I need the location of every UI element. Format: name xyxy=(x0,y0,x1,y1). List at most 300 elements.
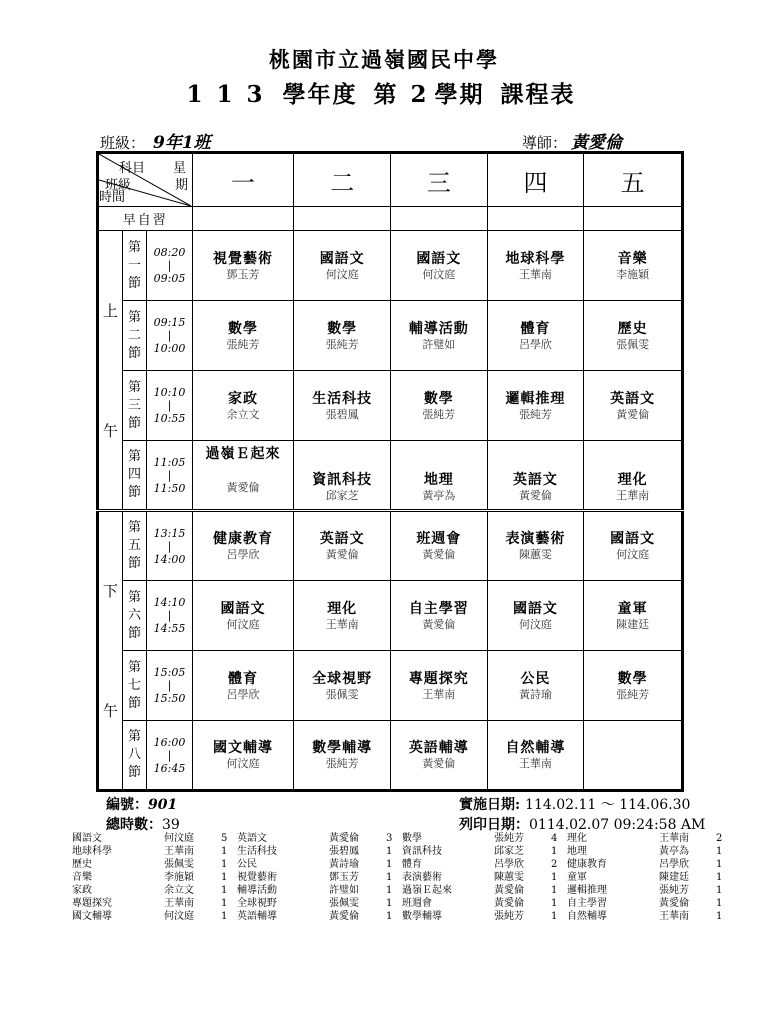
summary-entry xyxy=(72,832,237,845)
summary-subject: 英語文 xyxy=(237,833,267,844)
summary-hours: 1 xyxy=(221,885,228,896)
summary-teacher: 王華南 xyxy=(659,911,689,922)
subject-name: 數學 xyxy=(617,670,648,687)
corner-time-label: 時間 xyxy=(99,190,126,205)
subject-name: 理化 xyxy=(617,472,648,488)
subject-name: 理化 xyxy=(327,600,358,617)
day-header-mon: 一 xyxy=(192,153,294,207)
summary-teacher: 黃亭為 xyxy=(659,846,689,857)
summary-subject: 自主學習 xyxy=(567,898,607,909)
summary-row xyxy=(72,858,722,871)
period-name-char: 第 xyxy=(128,449,142,464)
summary-hours: 2 xyxy=(716,833,723,844)
class-cell-thu xyxy=(487,511,584,581)
subject-name: 國語文 xyxy=(512,600,558,617)
period-end-time: 10:55 xyxy=(153,412,186,425)
summary-hours: 1 xyxy=(386,885,393,896)
period-time-separator: | xyxy=(167,399,172,412)
summary-teacher: 王華南 xyxy=(164,898,194,909)
serial-number-label: 編號： xyxy=(106,797,148,813)
summary-teacher: 張碧鳳 xyxy=(329,846,359,857)
summary-entry xyxy=(402,832,567,845)
summary-teacher: 余立文 xyxy=(164,885,194,896)
summary-subject: 輔導活動 xyxy=(237,885,277,896)
teacher-name: 王華南 xyxy=(422,687,456,701)
subject-name: 家政 xyxy=(227,390,258,407)
period-name-char: 五 xyxy=(128,538,142,553)
summary-entry xyxy=(72,858,237,871)
class-cell-tue xyxy=(294,231,391,301)
summary-hours: 1 xyxy=(221,911,228,922)
period-time-separator: | xyxy=(167,329,172,342)
summary-entry xyxy=(402,871,567,884)
summary-subject: 體育 xyxy=(402,859,422,870)
class-cell-mon xyxy=(192,651,294,721)
period-name-char: 四 xyxy=(128,467,142,482)
total-hours xyxy=(106,814,180,834)
summary-subject: 生活科技 xyxy=(237,846,277,857)
term-label-4: 課程表 xyxy=(500,81,576,108)
subject-name: 英語文 xyxy=(319,531,365,547)
teacher-name: 黃愛倫 xyxy=(422,617,456,631)
teacher-name: 張純芳 xyxy=(518,407,552,421)
summary-hours: 5 xyxy=(221,833,228,844)
school-year: 113 xyxy=(186,81,277,108)
period-name-char: 第 xyxy=(128,309,142,325)
summary-hours: 1 xyxy=(386,872,393,883)
summary-teacher: 張純芳 xyxy=(494,833,524,844)
subject-name: 地球科學 xyxy=(505,250,566,267)
period-end-time: 15:50 xyxy=(153,692,186,705)
summary-subject: 理化 xyxy=(567,833,587,844)
summary-entry xyxy=(237,871,402,884)
day-header-wed: 三 xyxy=(391,153,488,207)
period-name-char: 節 xyxy=(128,695,142,711)
teacher-name: 黃亭為 xyxy=(422,489,456,502)
summary-hours: 4 xyxy=(551,833,558,844)
summary-hours: 1 xyxy=(386,859,393,870)
teacher-name: 王華南 xyxy=(616,489,650,502)
subject-name: 輔導活動 xyxy=(408,320,469,337)
period-name-char: 二 xyxy=(128,327,142,343)
period-name-char: 節 xyxy=(128,485,142,500)
period-name-char: 六 xyxy=(128,607,142,623)
summary-hours: 1 xyxy=(386,846,393,857)
summary-entry xyxy=(567,845,732,858)
summary-subject: 視覺藝術 xyxy=(237,872,277,883)
summary-entry xyxy=(237,858,402,871)
period-time xyxy=(147,511,192,581)
teacher-name: 黃愛倫 xyxy=(325,548,359,561)
summary-entry xyxy=(72,845,237,858)
teacher-name: 張純芳 xyxy=(616,687,650,701)
summary-subject: 英語輔導 xyxy=(237,911,277,922)
period-end-time: 16:45 xyxy=(153,761,186,775)
teacher-name: 呂學欣 xyxy=(226,687,260,701)
period-time-separator: | xyxy=(167,539,172,553)
teacher-name: 何汶庭 xyxy=(422,267,456,281)
period-name xyxy=(122,441,147,511)
summary-hours: 1 xyxy=(716,911,723,922)
summary-subject: 音樂 xyxy=(72,872,92,883)
summary-subject: 表演藝術 xyxy=(402,872,442,883)
summary-entry xyxy=(72,897,237,910)
morning-study-label: 早自習 xyxy=(98,207,193,231)
summary-hours: 1 xyxy=(551,872,558,883)
class-label: 班級： xyxy=(100,134,146,152)
period-name-char: 第 xyxy=(128,589,142,605)
semester-number: 2 xyxy=(410,81,429,108)
period-name-char: 第 xyxy=(128,520,142,535)
summary-entry xyxy=(237,832,402,845)
class-cell-tue xyxy=(294,441,391,511)
summary-teacher: 張佩雯 xyxy=(329,898,359,909)
implementation-date xyxy=(459,794,690,814)
summary-row xyxy=(72,910,722,923)
summary-row xyxy=(72,897,722,910)
summary-teacher: 黃愛倫 xyxy=(659,898,689,909)
summary-subject: 邏輯推理 xyxy=(567,885,607,896)
summary-teacher: 王華南 xyxy=(164,846,194,857)
class-cell-thu xyxy=(487,231,584,301)
class-cell-fri xyxy=(584,651,683,721)
summary-hours: 1 xyxy=(221,872,228,883)
period-time-separator: | xyxy=(167,468,172,482)
subject-name: 英語輔導 xyxy=(408,740,469,756)
timetable xyxy=(96,151,684,792)
teacher-name: 王華南 xyxy=(325,617,359,631)
class-cell-wed xyxy=(391,231,488,301)
teacher-name: 余立文 xyxy=(226,407,260,421)
class-cell-fri xyxy=(584,301,683,371)
total-hours-label: 總時數： xyxy=(106,817,162,833)
summary-teacher: 邱家芝 xyxy=(494,846,524,857)
summary-subject: 歷史 xyxy=(72,859,92,870)
subject-name: 班週會 xyxy=(416,531,462,547)
period-name-char: 七 xyxy=(128,677,142,693)
subject-name: 數學 xyxy=(423,390,454,407)
school-title: 桃園市立過嶺國民中學 xyxy=(269,47,499,72)
class-cell-thu xyxy=(487,721,584,791)
class-cell-mon xyxy=(192,231,294,301)
teacher-name: 陳建廷 xyxy=(616,617,650,631)
teacher-name: 黃詩瑜 xyxy=(518,687,552,701)
summary-teacher: 陳蕙雯 xyxy=(494,872,524,883)
period-end-time: 11:50 xyxy=(153,481,186,495)
corner-period-label: 期 xyxy=(175,178,189,193)
period-name xyxy=(122,651,147,721)
implementation-date-value: 114.02.11 ～ 114.06.30 xyxy=(525,797,691,813)
summary-subject: 公民 xyxy=(237,859,257,870)
class-cell-tue xyxy=(294,721,391,791)
summary-teacher: 呂學欣 xyxy=(494,859,524,870)
subject-name: 過嶺Ｅ起來 xyxy=(205,446,281,462)
class-cell-wed xyxy=(391,511,488,581)
subject-name: 國語文 xyxy=(416,250,462,267)
subject-name: 自主學習 xyxy=(408,600,469,617)
summary-entry xyxy=(567,871,732,884)
summary-teacher: 張佩雯 xyxy=(164,859,194,870)
class-cell-tue xyxy=(294,301,391,371)
class-cell-wed xyxy=(391,651,488,721)
subject-name: 專題探究 xyxy=(408,670,469,687)
period-start-time: 16:00 xyxy=(153,735,186,749)
period-time xyxy=(147,581,192,651)
class-info xyxy=(100,128,211,153)
day-header-thu: 四 xyxy=(487,153,584,207)
subject-name: 表演藝術 xyxy=(505,531,566,547)
teacher-name: 何汶庭 xyxy=(616,548,650,561)
class-cell-mon xyxy=(192,371,294,441)
summary-entry xyxy=(567,884,732,897)
summary-row xyxy=(72,884,722,897)
teacher-name: 張純芳 xyxy=(422,407,456,421)
subject-name: 數學 xyxy=(227,320,258,337)
class-cell-fri xyxy=(584,721,683,791)
teacher-name: 黃愛倫 xyxy=(616,407,650,421)
teacher-label: 導師： xyxy=(522,134,568,152)
summary-hours: 1 xyxy=(221,898,228,909)
homeroom-teacher-info xyxy=(522,128,622,153)
afternoon-half-label xyxy=(98,511,123,791)
summary-teacher: 李施穎 xyxy=(164,872,194,883)
teacher-name: 許璧如 xyxy=(422,337,456,351)
subject-name: 邏輯推理 xyxy=(505,390,566,407)
teacher-name: 呂學欣 xyxy=(518,337,552,351)
print-date xyxy=(459,814,705,834)
summary-hours: 1 xyxy=(221,859,228,870)
summary-hours: 1 xyxy=(716,846,723,857)
summary-entry xyxy=(567,832,732,845)
summary-teacher: 黃愛倫 xyxy=(329,833,359,844)
summary-entry xyxy=(402,897,567,910)
implementation-date-label: 實施日期: xyxy=(459,797,526,813)
class-cell-tue xyxy=(294,581,391,651)
corner-star-label: 星 xyxy=(173,161,187,176)
term-label-1: 學年度 xyxy=(282,81,358,108)
subject-name: 公民 xyxy=(520,670,551,687)
teacher-name: 何汶庭 xyxy=(226,617,260,631)
period-time xyxy=(147,441,192,511)
teacher-name: 何汶庭 xyxy=(325,267,359,281)
cell-spacer xyxy=(193,463,294,481)
class-cell-tue xyxy=(294,371,391,441)
total-hours-value: 39 xyxy=(162,817,180,833)
teacher-name: 王華南 xyxy=(518,267,552,281)
teacher-value: 黃愛倫 xyxy=(571,133,623,153)
subject-name: 生活科技 xyxy=(312,390,373,407)
summary-entry xyxy=(72,884,237,897)
summary-entry xyxy=(567,897,732,910)
period-name-char: 第 xyxy=(128,239,142,255)
subject-name: 資訊科技 xyxy=(312,472,373,488)
period-time xyxy=(147,231,192,301)
period-name xyxy=(122,581,147,651)
teacher-name: 張佩雯 xyxy=(325,687,359,701)
summary-teacher: 何汶庭 xyxy=(164,911,194,922)
summary-hours: 3 xyxy=(386,833,393,844)
subject-name: 數學輔導 xyxy=(312,740,373,756)
teacher-name: 黃愛倫 xyxy=(422,757,456,770)
class-cell-wed xyxy=(391,441,488,511)
summary-subject: 國文輔導 xyxy=(72,911,112,922)
summary-teacher: 王華南 xyxy=(659,833,689,844)
teacher-name: 張純芳 xyxy=(325,757,359,770)
summary-subject: 家政 xyxy=(72,885,92,896)
teacher-name: 王華南 xyxy=(518,757,552,770)
summary-subject: 數學輔導 xyxy=(402,911,442,922)
summary-teacher: 何汶庭 xyxy=(164,833,194,844)
summary-entry xyxy=(237,910,402,923)
subject-name: 歷史 xyxy=(617,320,648,337)
summary-subject: 國語文 xyxy=(72,833,102,844)
period-end-time: 10:00 xyxy=(153,342,186,355)
period-name-char: 第 xyxy=(128,379,142,395)
period-time-separator: | xyxy=(167,679,172,692)
teacher-name: 張純芳 xyxy=(325,337,359,351)
subject-name: 英語文 xyxy=(512,472,558,488)
period-time xyxy=(147,371,192,441)
summary-hours: 1 xyxy=(386,911,393,922)
summary-entry xyxy=(402,845,567,858)
period-name-char: 節 xyxy=(128,345,142,361)
period-name-char: 節 xyxy=(128,415,142,431)
period-name-char: 三 xyxy=(128,397,142,413)
period-name-char: 節 xyxy=(128,275,142,291)
summary-subject: 健康教育 xyxy=(567,859,607,870)
period-name-char: 節 xyxy=(128,625,142,641)
class-cell-wed xyxy=(391,301,488,371)
subject-name: 健康教育 xyxy=(212,531,273,547)
summary-entry xyxy=(402,910,567,923)
summary-teacher: 張純芳 xyxy=(659,885,689,896)
term-label-2: 第 xyxy=(373,81,399,108)
class-cell-fri xyxy=(584,371,683,441)
subject-name: 體育 xyxy=(227,670,258,687)
summary-teacher: 鄧玉芳 xyxy=(329,872,359,883)
period-start-time: 08:20 xyxy=(153,246,186,259)
summary-entry xyxy=(402,858,567,871)
class-cell-mon xyxy=(192,581,294,651)
teacher-name: 邱家芝 xyxy=(325,489,359,502)
class-cell-thu xyxy=(487,371,584,441)
period-name-char: 節 xyxy=(128,556,142,571)
teacher-name: 黃愛倫 xyxy=(518,489,552,502)
class-cell-mon xyxy=(192,511,294,581)
period-name xyxy=(122,371,147,441)
class-value: 9年1班 xyxy=(153,133,211,153)
subject-name: 國語文 xyxy=(220,600,266,617)
summary-subject: 班週會 xyxy=(402,898,432,909)
summary-hours: 1 xyxy=(716,859,723,870)
period-time-separator: | xyxy=(167,609,172,622)
morning-study-cell xyxy=(584,207,683,231)
class-cell-thu xyxy=(487,651,584,721)
subject-name: 視覺藝術 xyxy=(212,250,273,267)
corner-class-label: 班級 xyxy=(105,178,132,193)
summary-entry xyxy=(237,897,402,910)
teacher-name: 張碧鳳 xyxy=(325,407,359,421)
period-name-char: 八 xyxy=(128,747,142,762)
period-time-separator: | xyxy=(167,748,172,762)
subject-name: 英語文 xyxy=(610,390,656,407)
class-cell-mon xyxy=(192,301,294,371)
summary-teacher: 張純芳 xyxy=(494,911,524,922)
subject-name: 國文輔導 xyxy=(212,740,273,756)
half-char: 上 xyxy=(102,301,118,320)
class-cell-thu xyxy=(487,581,584,651)
teacher-name: 何汶庭 xyxy=(518,617,552,631)
summary-teacher: 黃愛倫 xyxy=(494,885,524,896)
period-start-time: 13:15 xyxy=(153,526,186,540)
morning-study-cell xyxy=(192,207,294,231)
summary-hours: 1 xyxy=(551,885,558,896)
period-start-time: 15:05 xyxy=(153,666,186,679)
summary-teacher: 呂學欣 xyxy=(659,859,689,870)
period-name xyxy=(122,721,147,791)
subject-name: 國語文 xyxy=(610,531,656,547)
summary-entry xyxy=(237,884,402,897)
summary-subject: 地球科學 xyxy=(72,846,112,857)
summary-hours: 1 xyxy=(221,846,228,857)
class-cell-tue xyxy=(294,511,391,581)
morning-study-cell xyxy=(294,207,391,231)
period-name xyxy=(122,301,147,371)
summary-hours: 1 xyxy=(551,846,558,857)
period-name-char: 節 xyxy=(128,765,142,780)
summary-subject: 全球視野 xyxy=(237,898,277,909)
class-cell-tue xyxy=(294,651,391,721)
period-name-char: 一 xyxy=(128,257,142,273)
class-cell-thu xyxy=(487,301,584,371)
period-name xyxy=(122,511,147,581)
summary-hours: 2 xyxy=(551,859,558,870)
summary-subject: 專題探究 xyxy=(72,898,112,909)
class-cell-fri xyxy=(584,511,683,581)
day-header-tue: 二 xyxy=(294,153,391,207)
summary-teacher: 許璧如 xyxy=(329,885,359,896)
morning-half-label xyxy=(98,231,123,511)
subject-name: 自然輔導 xyxy=(505,740,566,756)
summary-subject: 資訊科技 xyxy=(402,846,442,857)
teacher-name: 呂學欣 xyxy=(226,548,260,561)
period-end-time: 14:55 xyxy=(153,622,186,635)
corner-subject-label: 科目 xyxy=(119,161,146,176)
summary-subject: 過嶺Ｅ起來 xyxy=(402,885,452,896)
summary-hours: 1 xyxy=(716,872,723,883)
period-name-char: 第 xyxy=(128,659,142,675)
subject-name: 音樂 xyxy=(617,250,648,267)
summary-hours: 1 xyxy=(551,898,558,909)
morning-study-cell xyxy=(487,207,584,231)
summary-teacher: 黃愛倫 xyxy=(329,911,359,922)
period-start-time: 11:05 xyxy=(153,455,186,469)
teacher-name: 鄧玉芳 xyxy=(226,267,260,281)
summary-row xyxy=(72,871,722,884)
summary-subject: 童軍 xyxy=(567,872,587,883)
class-cell-mon xyxy=(192,721,294,791)
period-time xyxy=(147,721,192,791)
teacher-name: 黃愛倫 xyxy=(422,548,456,561)
class-cell-wed xyxy=(391,581,488,651)
period-start-time: 10:10 xyxy=(153,386,186,399)
subject-name: 國語文 xyxy=(319,250,365,267)
subject-summary xyxy=(72,832,722,923)
period-end-time: 09:05 xyxy=(153,272,186,285)
class-cell-fri xyxy=(584,441,683,511)
teacher-name: 張純芳 xyxy=(226,337,260,351)
serial-number xyxy=(106,794,177,814)
